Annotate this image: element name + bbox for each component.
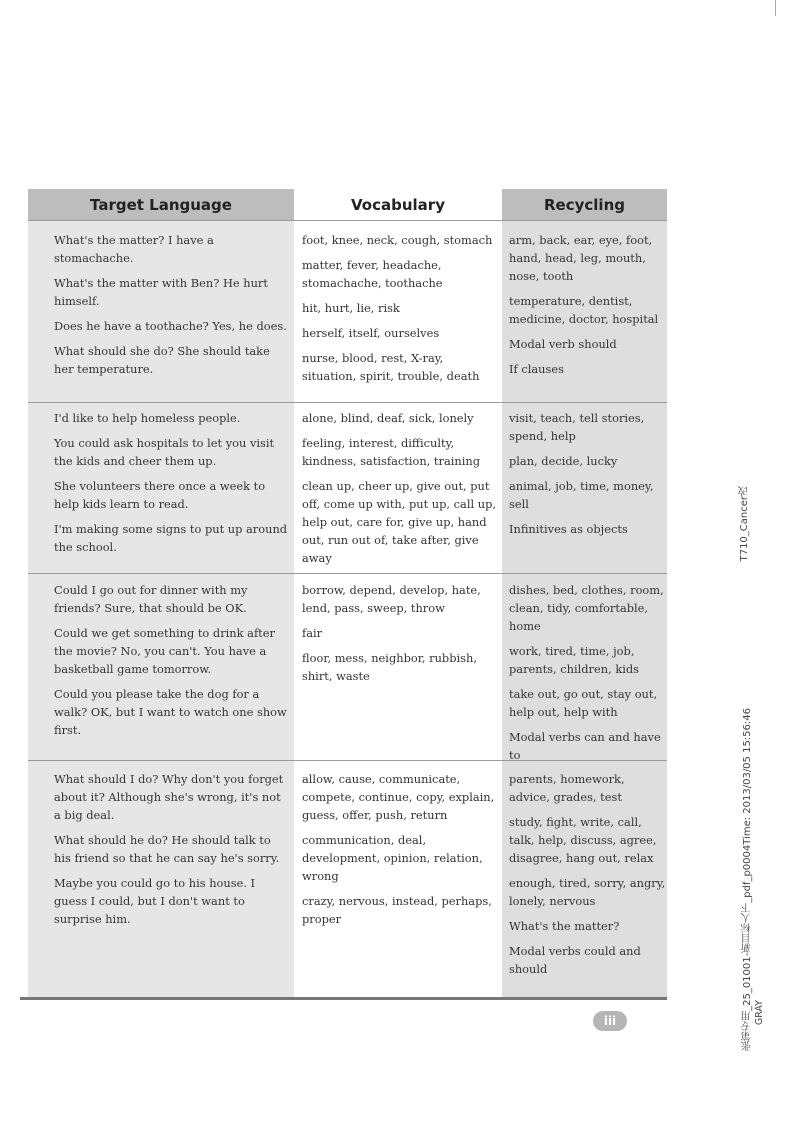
vocab-line: hit, hurt, lie, risk [302, 301, 400, 315]
page-number-badge: iii [593, 1011, 627, 1031]
recycling-line: visit, teach, tell stories, spend, help [509, 411, 645, 443]
target-line: Maybe you could go to his house. I guess I could, but I don't want to surprise him. [54, 876, 256, 926]
header-vocabulary: Vocabulary [296, 189, 500, 220]
target-line: What should she do? She should take her temperature. [54, 344, 270, 376]
recycling-line: If clauses [509, 362, 564, 376]
row2-vocab-cell [302, 409, 498, 574]
vocab-line: communication, deal, development, opinion, relation, wrong [302, 833, 483, 883]
recycling-line: Modal verbs could and should [509, 944, 641, 976]
recycling-line: parents, homework, advice, grades, test [509, 772, 625, 804]
margin-label: T710_Cancer改 [739, 486, 750, 562]
vocab-line: foot, knee, neck, cough, stomach [302, 233, 493, 247]
vocab-line: allow, cause, communicate, compete, continue, copy, explain, guess, offer, push, return [302, 772, 495, 822]
margin-color-label: GRAY [754, 1000, 765, 1026]
recycling-line: arm, back, ear, eye, foot, hand, head, leg, mouth, nose, tooth [509, 233, 653, 283]
margin-print-info: 张第专用_25_01001-新目标人下_pdf_p0004Time: 2013/03/05 15:56:46 [742, 708, 753, 1051]
row1-recycling-cell [509, 231, 667, 385]
target-line: You could ask hospitals to let you visit the kids and cheer them up. [54, 436, 275, 468]
recycling-line: temperature, dentist, medicine, doctor, hospital [509, 294, 659, 326]
row1-vocab-cell [302, 231, 498, 392]
header-recycling: Recycling [502, 189, 667, 220]
vocab-line: alone, blind, deaf, sick, lonely [302, 411, 474, 425]
recycling-line: What's the matter? [509, 919, 620, 933]
target-line: What's the matter with Ben? He hurt himself. [54, 276, 268, 308]
vocab-line: crazy, nervous, instead, perhaps, proper [302, 894, 492, 926]
vocab-line: matter, fever, headache, stomachache, toothache [302, 258, 443, 290]
row4-target-cell [54, 770, 290, 935]
header-target-language: Target Language [28, 189, 294, 220]
row-divider [28, 402, 667, 403]
crop-mark [775, 0, 776, 16]
recycling-line: Modal verbs can and have to [509, 730, 661, 762]
target-line: What should I do? Why don't you forget about it? Although she's wrong, it's not a big deal. [54, 772, 284, 822]
target-line: She volunteers there once a week to help kids learn to read. [54, 479, 266, 511]
vocab-line: clean up, cheer up, give out, put off, come up with, put up, call up, help out, care for, give up, hand out, run out of, take after, give away [302, 479, 497, 565]
row2-recycling-cell [509, 409, 667, 545]
content-table [20, 189, 667, 1000]
target-line: I'd like to help homeless people. [54, 411, 241, 425]
recycling-line: plan, decide, lucky [509, 454, 618, 468]
recycling-line: study, fight, write, call, talk, help, discuss, agree, disagree, hang out, relax [509, 815, 657, 865]
recycling-line: take out, go out, stay out, help out, help with [509, 687, 658, 719]
recycling-line: dishes, bed, clothes, room, clean, tidy, comfortable, home [509, 583, 664, 633]
recycling-line: enough, tired, sorry, angry, lonely, nervous [509, 876, 666, 908]
vocab-line: floor, mess, neighbor, rubbish, shirt, waste [302, 651, 477, 683]
target-line: I'm making some signs to put up around the school. [54, 522, 288, 554]
row3-vocab-cell [302, 581, 498, 692]
recycling-line: animal, job, time, money, sell [509, 479, 654, 511]
vocab-line: borrow, depend, develop, hate, lend, pass, sweep, throw [302, 583, 481, 615]
recycling-line: work, tired, time, job, parents, children, kids [509, 644, 640, 676]
row4-vocab-cell [302, 770, 498, 935]
vocab-line: feeling, interest, difficulty, kindness, satisfaction, training [302, 436, 480, 468]
target-line: Could we get something to drink after the movie? No, you can't. You have a basketball game tomorrow. [54, 626, 275, 676]
row3-recycling-cell [509, 581, 667, 771]
row3-target-cell [54, 581, 290, 746]
target-line: What should he do? He should talk to his friend so that he can say he's sorry. [54, 833, 280, 865]
target-line: Does he have a toothache? Yes, he does. [54, 319, 287, 333]
vocab-line: herself, itself, ourselves [302, 326, 440, 340]
vocab-line: nurse, blood, rest, X-ray, situation, spirit, trouble, death [302, 351, 480, 383]
target-line: Could you please take the dog for a walk? OK, but I want to watch one show first. [54, 687, 287, 737]
target-line: What's the matter? I have a stomachache. [54, 233, 214, 265]
recycling-line: Modal verb should [509, 337, 617, 351]
row2-target-cell [54, 409, 290, 563]
row-divider [28, 220, 667, 221]
target-line: Could I go out for dinner with my friends? Sure, that should be OK. [54, 583, 248, 615]
row1-target-cell [54, 231, 290, 385]
vocab-line: fair [302, 626, 323, 640]
recycling-line: Infinitives as objects [509, 522, 628, 536]
row4-recycling-cell [509, 770, 667, 985]
